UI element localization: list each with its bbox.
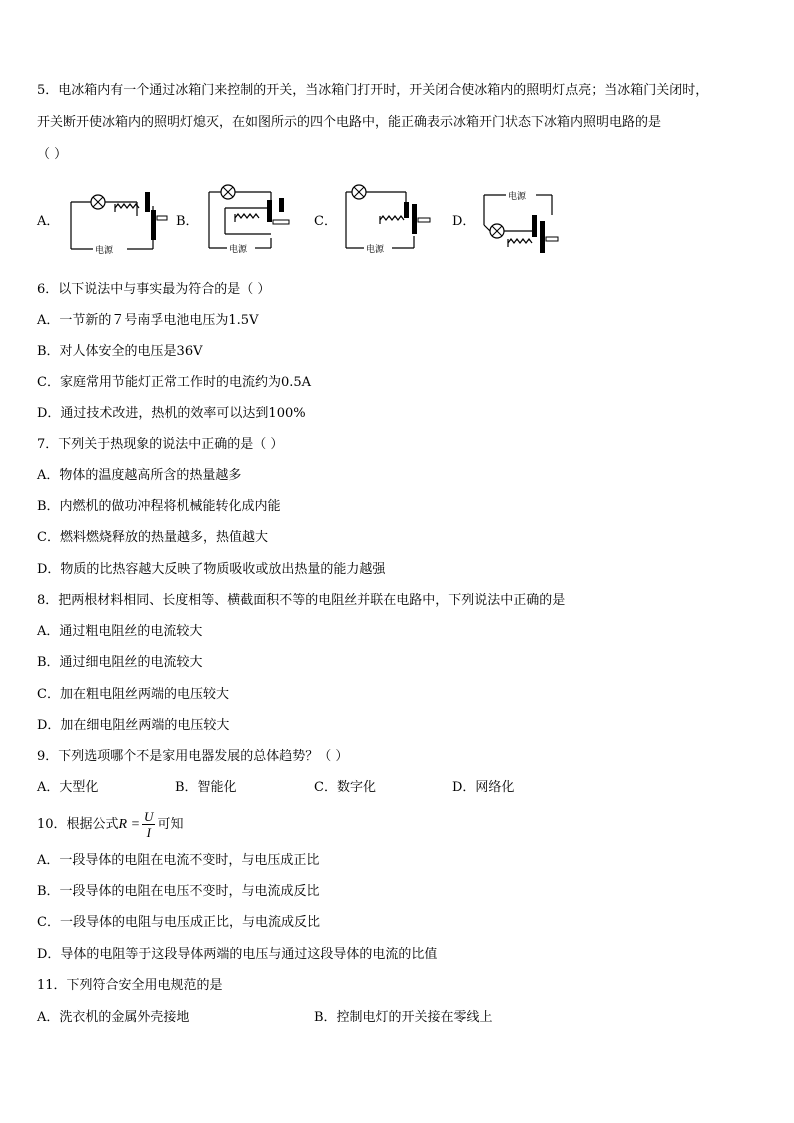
q5-stem-line1: 5．电冰箱内有一个通过冰箱门来控制的开关，当冰箱门打开时，开关闭合使冰箱内的照明灯点亮；当冰箱门关闭时， (37, 83, 709, 98)
q7-stem: 7．下列关于热现象的说法中正确的是（ ） (37, 437, 284, 452)
q11-option-a: A．洗衣机的金属外壳接地 (37, 1010, 190, 1025)
q9-stem: 9．下列选项哪个不是家用电器发展的总体趋势？（ ） (37, 749, 349, 764)
q10-formula-denominator: I (146, 825, 151, 840)
q6-stem: 6．以下说法中与事实最为符合的是（ ） (37, 282, 271, 297)
q6-option-c: C．家庭常用节能灯正常工作时的电流约为0.5A (37, 375, 312, 390)
q7-option-a: A．物体的温度越高所含的热量越多 (37, 468, 242, 483)
q11-option-b: B．控制电灯的开关接在零线上 (314, 1010, 493, 1025)
q5-option-c-label: C． (314, 214, 337, 229)
q6-option-d: D．通过技术改进，热机的效率可以达到100% (37, 406, 306, 421)
q5-option-d-label: D． (452, 214, 476, 229)
q10-formula-numerator: U (144, 809, 154, 824)
lamp-icon (91, 195, 105, 209)
q7-option-d: D．物质的比热容越大反映了物质吸收或放出热量的能力越强 (37, 562, 386, 577)
q9-option-a: A．大型化 (37, 780, 99, 795)
q9-option-d: D．网络化 (452, 780, 515, 795)
q8-option-d: D．加在细电阻丝两端的电压较大 (37, 718, 230, 733)
lamp-icon (484, 224, 504, 238)
q8-stem: 8．把两根材料相同、长度相等、横截面积不等的电阻丝并联在电路中，下列说法中正确的是 (37, 593, 566, 608)
q5-power-label-a: 电源 (95, 246, 114, 256)
q10-option-a: A．一段导体的电阻在电流不变时，与电压成正比 (37, 853, 320, 868)
q10-stem (37, 808, 183, 842)
q9-option-b: B．智能化 (175, 780, 237, 795)
q10-option-d: D．导体的电阻等于这段导体两端的电压与通过这段导体的电流的比值 (37, 947, 438, 962)
q5-stem-line2: 开关断开使冰箱内的照明灯熄灭，在如图所示的四个电路中，能正确表示冰箱开门状态下冰箱内照明电路的是 (37, 115, 662, 130)
q5-circuit-b (203, 180, 303, 258)
q5-option-b-label: B． (176, 214, 199, 229)
q7-option-c: C．燃料燃烧释放的热量越多，热值越大 (37, 530, 268, 545)
q5-stem-line3: （ ） (37, 147, 68, 162)
q10-formula-lhs: R = (118, 817, 141, 832)
q5-power-label-c: 电源 (366, 245, 385, 255)
q5-power-label-b: 电源 (229, 245, 248, 255)
q6-option-b: B．对人体安全的电压是36V (37, 344, 203, 359)
q8-option-a: A．通过粗电阻丝的电流较大 (37, 624, 203, 639)
lamp-icon (221, 185, 235, 199)
q10-option-c: C．一段导体的电阻与电压成正比，与电流成反比 (37, 915, 320, 930)
q5-option-a-label: A． (37, 214, 60, 229)
q5-circuit-c (340, 180, 440, 258)
q5-power-label-d: 电源 (508, 192, 527, 202)
q7-option-b: B．内燃机的做功冲程将机械能转化成内能 (37, 499, 281, 514)
q10-formula-fraction (142, 809, 155, 840)
q10-prefix: 10．根据公式 (37, 817, 119, 832)
q6-option-a: A．一节新的７号南孚电池电压为1.5V (37, 313, 259, 328)
q10-suffix: 可知 (157, 817, 184, 832)
q8-option-c: C．加在粗电阻丝两端的电压较大 (37, 687, 229, 702)
q11-stem: 11．下列符合安全用电规范的是 (37, 978, 223, 993)
q8-option-b: B．通过细电阻丝的电流较大 (37, 655, 203, 670)
q5-circuit-a (65, 186, 170, 256)
q10-option-b: B．一段导体的电阻在电压不变时，与电流成反比 (37, 884, 320, 899)
q9-option-c: C．数字化 (314, 780, 376, 795)
q5-circuit-d (478, 185, 578, 255)
lamp-icon (352, 185, 366, 199)
